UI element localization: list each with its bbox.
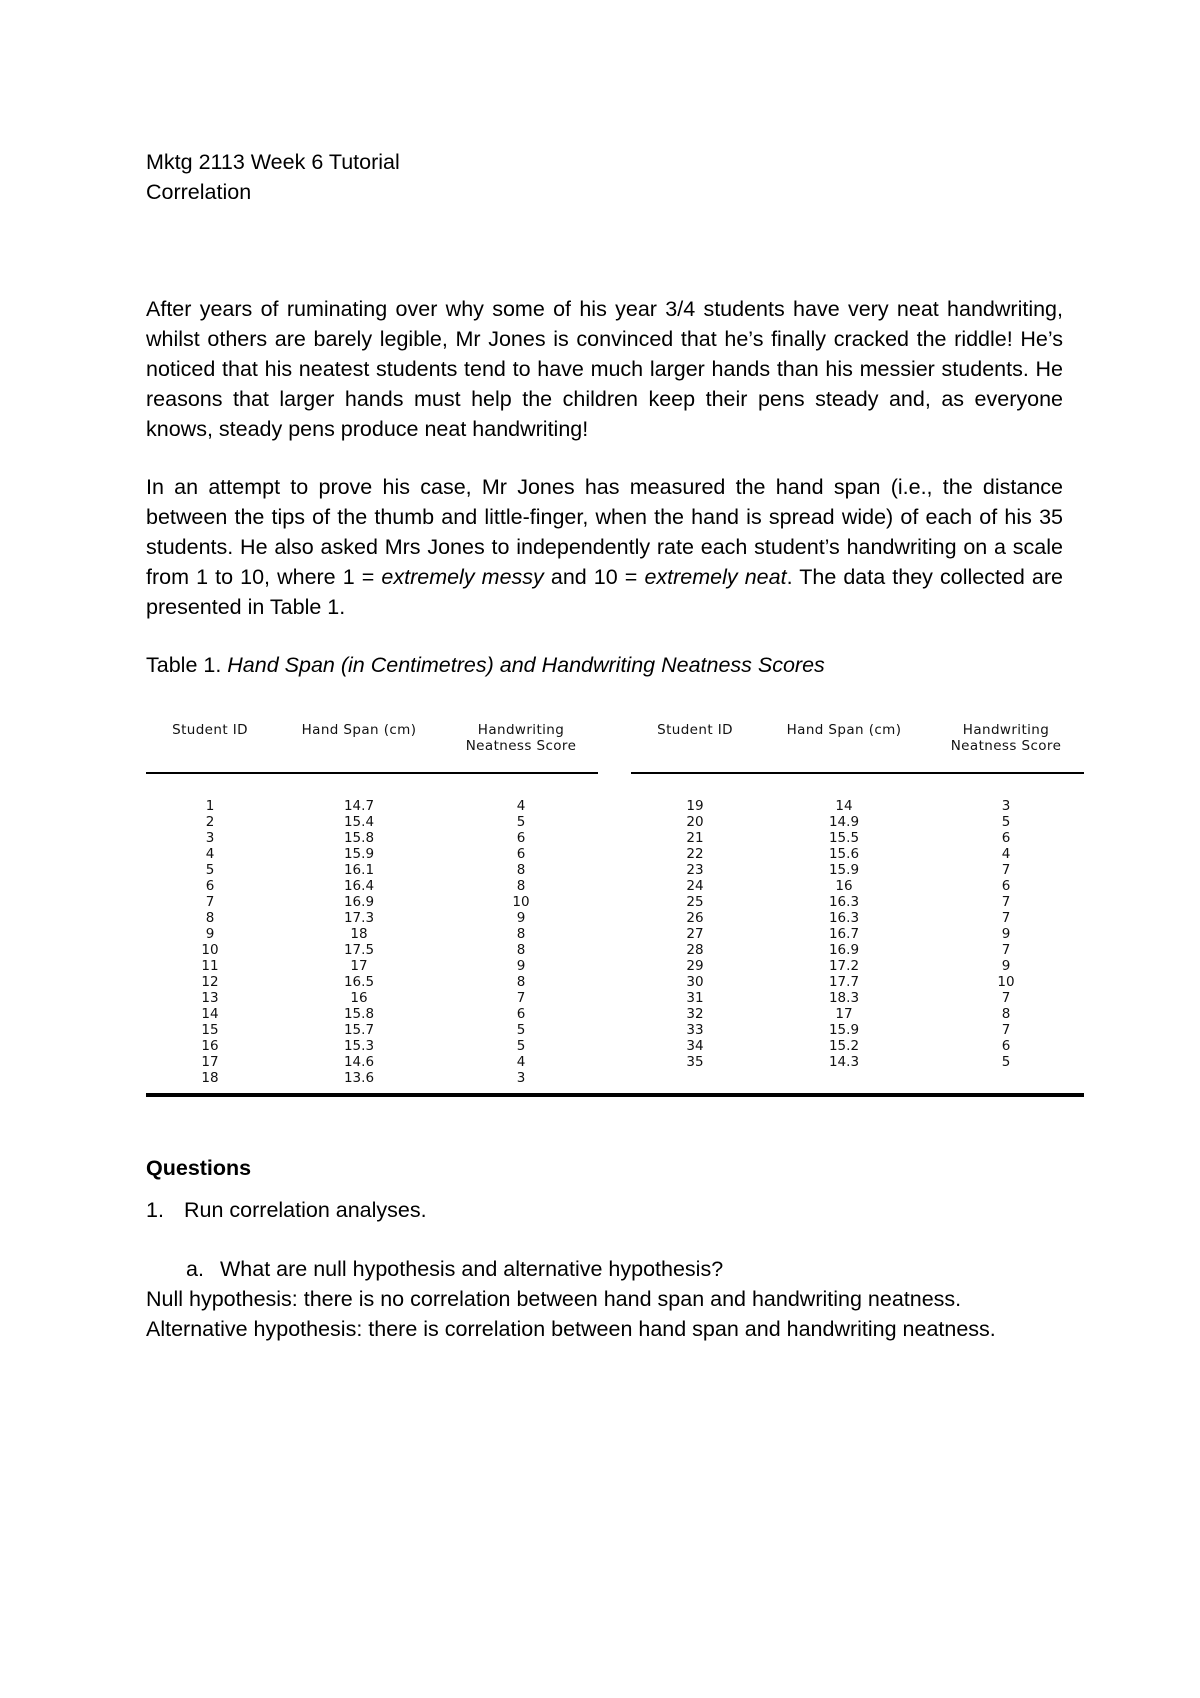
cell-neatness-score: 8 — [516, 974, 526, 990]
header-neatness — [444, 722, 598, 754]
cell-student-id: 24 — [686, 878, 704, 894]
table-caption-title: Hand Span (in Centimetres) and Handwriting Neatness Scores — [227, 653, 825, 677]
table-row — [146, 1054, 598, 1070]
document-header — [146, 147, 400, 207]
cell-neatness-score: 10 — [997, 974, 1015, 990]
table-row — [146, 798, 598, 814]
cell-hand-span: 14.6 — [343, 1054, 375, 1070]
table-body-right — [631, 798, 1084, 1070]
cell-student-id: 8 — [205, 910, 215, 926]
cell-student-id: 12 — [201, 974, 219, 990]
method-text-2: and 10 = — [543, 565, 645, 589]
table-row — [146, 814, 598, 830]
cell-hand-span: 17.5 — [343, 942, 375, 958]
cell-neatness-score: 7 — [1001, 1022, 1011, 1038]
cell-neatness-score: 7 — [1001, 862, 1011, 878]
cell-neatness-score: 5 — [516, 1038, 526, 1054]
cell-hand-span: 16.9 — [828, 942, 860, 958]
cell-student-id: 6 — [205, 878, 215, 894]
cell-neatness-score: 4 — [516, 798, 526, 814]
cell-neatness-score: 8 — [516, 926, 526, 942]
cell-student-id: 10 — [201, 942, 219, 958]
question-1a-text: What are null hypothesis and alternative hypothesis? — [220, 1257, 724, 1281]
cell-hand-span: 16.1 — [343, 862, 375, 878]
table-caption-label: Table 1. — [146, 653, 228, 677]
table-row — [146, 958, 598, 974]
cell-neatness-score: 6 — [1001, 1038, 1011, 1054]
cell-student-id: 32 — [686, 1006, 704, 1022]
cell-student-id: 15 — [201, 1022, 219, 1038]
topic-title: Correlation — [146, 180, 252, 204]
cell-neatness-score: 6 — [516, 1006, 526, 1022]
questions-heading: Questions — [146, 1156, 252, 1180]
cell-hand-span: 14 — [835, 798, 853, 814]
table-row — [631, 830, 1084, 846]
header-student-id: Student ID — [172, 722, 248, 738]
cell-hand-span: 17 — [350, 958, 368, 974]
table-row — [146, 894, 598, 910]
scale-low-label: extremely messy — [381, 565, 544, 589]
cell-hand-span: 15.2 — [828, 1038, 860, 1054]
question-1 — [146, 1195, 427, 1225]
question-1a — [186, 1254, 723, 1284]
cell-student-id: 9 — [205, 926, 215, 942]
cell-neatness-score: 5 — [1001, 1054, 1011, 1070]
method-paragraph — [146, 472, 1063, 622]
table-row — [146, 974, 598, 990]
table-row — [146, 990, 598, 1006]
table-row — [631, 1054, 1084, 1070]
cell-neatness-score: 7 — [1001, 990, 1011, 1006]
table-row — [146, 846, 598, 862]
cell-neatness-score: 6 — [1001, 878, 1011, 894]
table-row — [631, 814, 1084, 830]
cell-student-id: 5 — [205, 862, 215, 878]
header-neatness — [929, 722, 1083, 754]
cell-neatness-score: 8 — [1001, 1006, 1011, 1022]
cell-hand-span: 15.7 — [343, 1022, 375, 1038]
table-row — [146, 942, 598, 958]
cell-neatness-score: 8 — [516, 942, 526, 958]
table-row — [631, 1022, 1084, 1038]
table-row — [631, 878, 1084, 894]
table-row — [146, 926, 598, 942]
alternative-hypothesis: Alternative hypothesis: there is correlation between hand span and handwriting neatness. — [146, 1317, 996, 1341]
table-row — [631, 974, 1084, 990]
cell-student-id: 22 — [686, 846, 704, 862]
cell-hand-span: 14.7 — [343, 798, 375, 814]
cell-hand-span: 13.6 — [343, 1070, 375, 1086]
method-text-3: . The data they collected are presented in Table 1. — [146, 565, 1063, 619]
table-row — [631, 958, 1084, 974]
cell-student-id: 19 — [686, 798, 704, 814]
cell-hand-span: 17 — [835, 1006, 853, 1022]
cell-hand-span: 18 — [350, 926, 368, 942]
header-neatness-line2: Neatness Score — [465, 738, 577, 754]
null-hypothesis: Null hypothesis: there is no correlation between hand span and handwriting neatness. — [146, 1287, 962, 1311]
cell-hand-span: 14.3 — [828, 1054, 860, 1070]
cell-neatness-score: 6 — [516, 846, 526, 862]
cell-neatness-score: 3 — [516, 1070, 526, 1086]
cell-student-id: 20 — [686, 814, 704, 830]
table-row — [631, 926, 1084, 942]
intro-paragraph: After years of ruminating over why some of his year 3/4 students have very neat handwriting, whilst others are barely legible, Mr Jones is convinced that he’s finally cracked the riddle! He’s noticed that his neatest students tend to have much larger hands than his messier students. He reasons that larger hands must help the children keep their pens steady and, as everyone knows, steady pens produce neat handwriting! — [146, 297, 1063, 441]
cell-hand-span: 16.5 — [343, 974, 375, 990]
cell-hand-span: 16.9 — [343, 894, 375, 910]
header-rule-left — [146, 772, 598, 774]
cell-student-id: 26 — [686, 910, 704, 926]
cell-hand-span: 16.3 — [828, 910, 860, 926]
cell-hand-span: 15.8 — [343, 1006, 375, 1022]
cell-student-id: 3 — [205, 830, 215, 846]
table-row — [146, 1022, 598, 1038]
table-row — [631, 846, 1084, 862]
cell-hand-span: 16.7 — [828, 926, 860, 942]
cell-neatness-score: 6 — [516, 830, 526, 846]
table-row — [146, 1006, 598, 1022]
cell-student-id: 25 — [686, 894, 704, 910]
cell-neatness-score: 6 — [1001, 830, 1011, 846]
table-row — [631, 942, 1084, 958]
table-row — [146, 878, 598, 894]
cell-hand-span: 17.7 — [828, 974, 860, 990]
cell-neatness-score: 8 — [516, 862, 526, 878]
cell-hand-span: 16 — [350, 990, 368, 1006]
cell-student-id: 21 — [686, 830, 704, 846]
table-row — [631, 910, 1084, 926]
cell-neatness-score: 7 — [1001, 942, 1011, 958]
header-rule-right — [631, 772, 1084, 774]
cell-hand-span: 17.3 — [343, 910, 375, 926]
cell-neatness-score: 9 — [1001, 958, 1011, 974]
cell-hand-span: 15.9 — [343, 846, 375, 862]
header-neatness-line1: Handwriting — [962, 722, 1050, 738]
cell-student-id: 17 — [201, 1054, 219, 1070]
table-row — [631, 990, 1084, 1006]
cell-hand-span: 15.3 — [343, 1038, 375, 1054]
cell-neatness-score: 5 — [516, 1022, 526, 1038]
cell-neatness-score: 9 — [516, 958, 526, 974]
cell-hand-span: 15.9 — [828, 862, 860, 878]
cell-student-id: 35 — [686, 1054, 704, 1070]
method-text-1: In an attempt to prove his case, Mr Jones has measured the hand span (i.e., the distance between the tips of the thumb and little-finger, when the hand is spread wide) of each of his 35 students. He also asked Mrs Jones to independently rate each student’s handwriting on a scale from 1 to 10, where 1 = — [146, 475, 1063, 589]
cell-student-id: 4 — [205, 846, 215, 862]
header-neatness-line2: Neatness Score — [950, 738, 1062, 754]
cell-hand-span: 15.8 — [343, 830, 375, 846]
cell-neatness-score: 9 — [516, 910, 526, 926]
cell-student-id: 28 — [686, 942, 704, 958]
table-row — [146, 862, 598, 878]
table-row — [631, 1038, 1084, 1054]
cell-student-id: 14 — [201, 1006, 219, 1022]
cell-student-id: 16 — [201, 1038, 219, 1054]
table-row — [146, 910, 598, 926]
cell-neatness-score: 9 — [1001, 926, 1011, 942]
cell-hand-span: 14.9 — [828, 814, 860, 830]
cell-neatness-score: 7 — [1001, 910, 1011, 926]
table-caption — [146, 650, 825, 680]
table-row — [631, 862, 1084, 878]
cell-student-id: 1 — [205, 798, 215, 814]
cell-neatness-score: 3 — [1001, 798, 1011, 814]
table-row — [631, 894, 1084, 910]
cell-student-id: 33 — [686, 1022, 704, 1038]
question-1a-letter: a. — [186, 1257, 204, 1281]
scale-high-label: extremely neat — [644, 565, 787, 589]
header-student-id: Student ID — [657, 722, 733, 738]
cell-hand-span: 16.3 — [828, 894, 860, 910]
cell-neatness-score: 7 — [1001, 894, 1011, 910]
cell-student-id: 23 — [686, 862, 704, 878]
cell-hand-span: 15.5 — [828, 830, 860, 846]
cell-neatness-score: 8 — [516, 878, 526, 894]
cell-hand-span: 16 — [835, 878, 853, 894]
question-1-text: Run correlation analyses. — [184, 1198, 427, 1222]
cell-hand-span: 16.4 — [343, 878, 375, 894]
question-1-number: 1. — [146, 1198, 164, 1222]
cell-student-id: 13 — [201, 990, 219, 1006]
cell-hand-span: 15.9 — [828, 1022, 860, 1038]
cell-student-id: 30 — [686, 974, 704, 990]
cell-student-id: 29 — [686, 958, 704, 974]
cell-student-id: 2 — [205, 814, 215, 830]
cell-neatness-score: 7 — [516, 990, 526, 1006]
cell-neatness-score: 10 — [512, 894, 530, 910]
cell-neatness-score: 4 — [1001, 846, 1011, 862]
cell-hand-span: 17.2 — [828, 958, 860, 974]
cell-neatness-score: 4 — [516, 1054, 526, 1070]
cell-student-id: 34 — [686, 1038, 704, 1054]
header-hand-span: Hand Span (cm) — [301, 722, 417, 738]
table-body-left — [146, 798, 598, 1086]
table-bottom-rule — [146, 1093, 1084, 1097]
cell-hand-span: 15.6 — [828, 846, 860, 862]
table-row — [146, 830, 598, 846]
cell-student-id: 27 — [686, 926, 704, 942]
cell-student-id: 18 — [201, 1070, 219, 1086]
table-row — [631, 798, 1084, 814]
cell-hand-span: 15.4 — [343, 814, 375, 830]
header-hand-span: Hand Span (cm) — [786, 722, 902, 738]
cell-student-id: 7 — [205, 894, 215, 910]
cell-neatness-score: 5 — [1001, 814, 1011, 830]
table-row — [146, 1070, 598, 1086]
cell-student-id: 31 — [686, 990, 704, 1006]
cell-neatness-score: 5 — [516, 814, 526, 830]
table-row — [631, 1006, 1084, 1022]
table-row — [146, 1038, 598, 1054]
header-neatness-line1: Handwriting — [477, 722, 565, 738]
cell-student-id: 11 — [201, 958, 219, 974]
cell-hand-span: 18.3 — [828, 990, 860, 1006]
course-title: Mktg 2113 Week 6 Tutorial — [146, 150, 400, 174]
